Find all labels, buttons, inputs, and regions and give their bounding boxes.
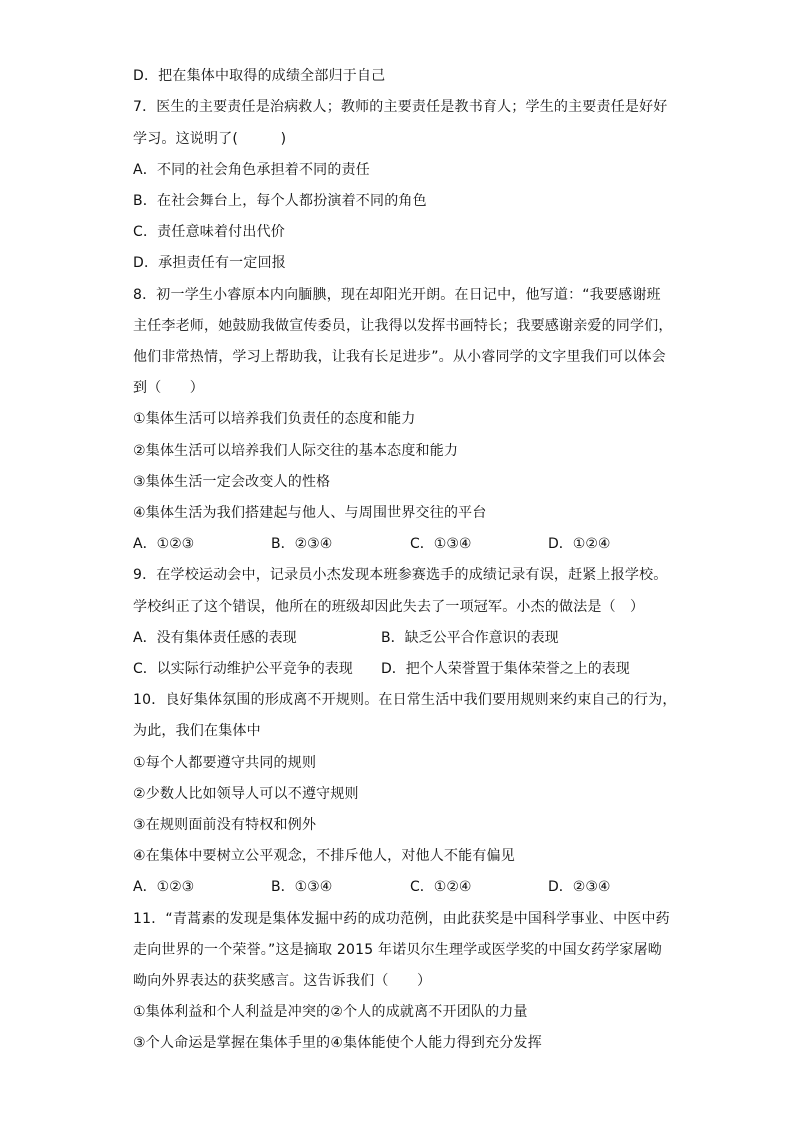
q10-option-d: D．②③④ [548,879,611,895]
q11-statements-3-4: ③个人命运是掌握在集体手里的④集体能使个人能力得到充分发挥 [133,1035,542,1051]
q10-statement-4: ④在集体中要树立公平观念，不排斥他人，对他人不能有偏见 [133,848,515,864]
q10-stem-line-1: 10．良好集体氛围的形成离不开规则。在日常生活中我们要用规则来约束自己的行为， [133,692,677,708]
q8-statement-1: ①集体生活可以培养我们负责任的态度和能力 [133,411,416,427]
q11-stem-line-2: 走向世界的一个荣誉。”这是摘取 2015 年诺贝尔生理学或医学奖的中国女药学家屠呦 [133,942,662,958]
q10-option-c: C．①②④ [410,879,472,895]
q9-option-c: C．以实际行动维护公平竞争的表现 [133,661,353,677]
q11-stem-line-1: 11．“青蒿素的发现是集体发掘中药的成功范例，由此获奖是中国科学事业、中医中药 [133,911,670,927]
q9-option-d: D．把个人荣誉置于集体荣誉之上的表现 [381,661,630,677]
q7-stem-line-1: 7．医生的主要责任是治病救人；教师的主要责任是教书育人；学生的主要责任是好好 [133,99,668,115]
q8-option-b: B．②③④ [271,536,333,552]
q10-statement-1: ①每个人都要遵守共同的规则 [133,755,317,771]
q8-statement-4: ④集体生活为我们搭建起与他人、与周围世界交往的平台 [133,505,487,521]
q8-stem-line-1: 8．初一学生小睿原本内向腼腆，现在却阳光开朗。在日记中，他写道：“我要感谢班 [133,287,661,303]
q10-statement-2: ②少数人比如领导人可以不遵守规则 [133,786,359,802]
q7-option-a: A．不同的社会角色承担着不同的责任 [133,162,370,178]
q7-stem-line-2: 学习。这说明了( ) [133,131,287,147]
q8-option-d: D．①②④ [548,536,611,552]
q7-option-c: C．责任意味着付出代价 [133,224,285,240]
q11-statements-1-2: ①集体利益和个人利益是冲突的②个人的成就离不开团队的力量 [133,1004,528,1020]
q8-statement-3: ③集体生活一定会改变人的性格 [133,474,331,490]
q11-stem-line-3: 呦向外界表达的获奖感言。这告诉我们（ ） [133,973,432,989]
q9-option-a: A．没有集体责任感的表现 [133,630,297,646]
q7-option-d: D．承担责任有一定回报 [133,255,286,271]
q9-option-b: B．缺乏公平合作意识的表现 [381,630,559,646]
q8-option-a: A．①②③ [133,536,195,552]
q8-stem-line-2: 主任李老师，她鼓励我做宣传委员，让我得以发挥书画特长；我要感谢亲爱的同学们， [133,318,673,334]
q8-statement-2: ②集体生活可以培养我们人际交往的基本态度和能力 [133,443,459,459]
q8-stem-line-3: 他们非常热情，学习上帮助我，让我有长足进步”。从小睿同学的文字里我们可以体会 [133,349,666,365]
q10-stem-line-2: 为此，我们在集体中 [133,723,261,739]
q6-option-d: D．把在集体中取得的成绩全部归于自己 [133,68,386,84]
q8-option-c: C．①③④ [410,536,472,552]
q9-stem-line-2: 学校纠正了这个错误，他所在的班级却因此失去了一项冠军。小杰的做法是（ ） [133,599,645,615]
q10-option-b: B．①③④ [271,879,333,895]
q9-stem-line-1: 9．在学校运动会中，记录员小杰发现本班参赛选手的成绩记录有误，赶紧上报学校。 [133,567,668,583]
q10-statement-3: ③在规则面前没有特权和例外 [133,817,317,833]
q7-option-b: B．在社会舞台上，每个人都扮演着不同的角色 [133,193,427,209]
q10-option-a: A．①②③ [133,879,195,895]
q8-stem-line-4: 到（ ） [133,380,204,396]
